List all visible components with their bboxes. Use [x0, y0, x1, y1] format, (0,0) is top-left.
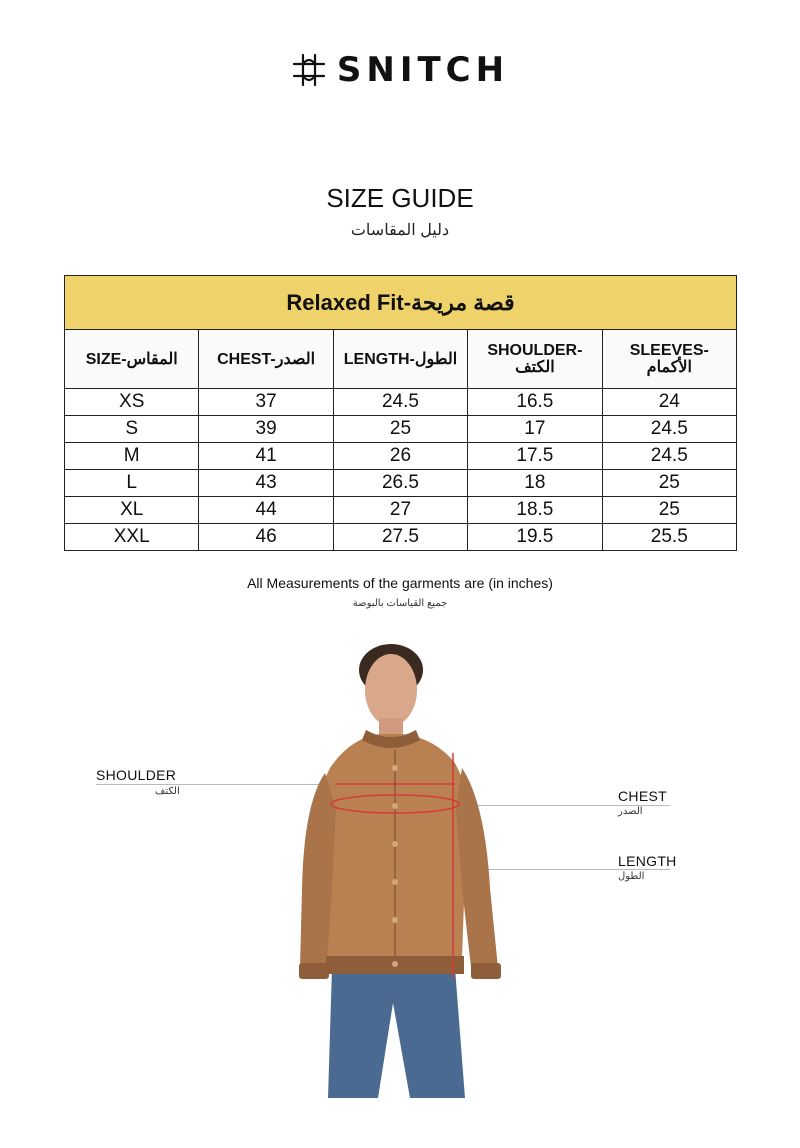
right-cuff — [471, 963, 501, 979]
shoulder-callout-label: SHOULDER — [96, 767, 177, 783]
chest-cell: 44 — [199, 497, 333, 524]
fit-label: Relaxed Fit-قصة مريحة — [65, 276, 737, 330]
page-subtitle-arabic: دليل المقاسات — [350, 222, 450, 239]
sleeves-cell: 24 — [602, 389, 736, 416]
size-cell: XS — [65, 389, 199, 416]
sleeves-cell: 24.5 — [602, 443, 736, 470]
shoulder-cell: 16.5 — [468, 389, 602, 416]
sleeves-cell: 25 — [602, 497, 736, 524]
size-cell: S — [65, 416, 199, 443]
table-row — [65, 470, 737, 497]
length-cell: 27.5 — [333, 524, 467, 551]
table-row — [65, 443, 737, 470]
hash-grid-logo-icon — [291, 52, 327, 88]
size-cell: XXL — [65, 524, 199, 551]
size-cell: XL — [65, 497, 199, 524]
shoulder-cell: 18.5 — [468, 497, 602, 524]
table-row — [65, 497, 737, 524]
length-callout-label: LENGTH — [618, 853, 677, 869]
page-title: SIZE GUIDE — [326, 183, 474, 213]
column-header-row — [65, 330, 737, 389]
measurement-note: All Measurements of the garments are (in inches) — [247, 575, 553, 591]
shoulder-cell: 18 — [468, 470, 602, 497]
size-table — [64, 275, 737, 551]
table-row — [65, 524, 737, 551]
chest-cell: 39 — [199, 416, 333, 443]
head — [365, 654, 417, 726]
length-cell: 25 — [333, 416, 467, 443]
size-table-container — [64, 275, 737, 551]
column-header-length: LENGTH-الطول — [333, 330, 467, 389]
chest-callout-arabic: الصدر — [618, 806, 643, 817]
fit-header-row — [65, 276, 737, 330]
column-header-chest: CHEST-الصدر — [199, 330, 333, 389]
length-cell: 26.5 — [333, 470, 467, 497]
left-cuff — [299, 963, 329, 979]
shoulder-callout-arabic: الكتف — [155, 786, 180, 797]
table-row — [65, 389, 737, 416]
model-figure-illustration — [290, 638, 520, 1108]
chest-cell: 46 — [199, 524, 333, 551]
size-cell: L — [65, 470, 199, 497]
table-row — [65, 416, 737, 443]
chest-callout-label: CHEST — [618, 788, 667, 804]
size-cell: M — [65, 443, 199, 470]
chest-cell: 37 — [199, 389, 333, 416]
sleeves-cell: 25.5 — [602, 524, 736, 551]
shoulder-cell: 19.5 — [468, 524, 602, 551]
shoulder-cell: 17.5 — [468, 443, 602, 470]
length-cell: 24.5 — [333, 389, 467, 416]
shoulder-cell: 17 — [468, 416, 602, 443]
chest-cell: 41 — [199, 443, 333, 470]
column-header-size: SIZE-المقاس — [65, 330, 199, 389]
chest-cell: 43 — [199, 470, 333, 497]
length-callout-arabic: الطول — [618, 871, 645, 882]
jeans — [328, 968, 465, 1098]
column-header-shoulder: SHOULDER- الكتف — [468, 330, 602, 389]
brand-logo — [0, 50, 800, 90]
brand-name: SNITCH — [336, 50, 510, 90]
sleeves-cell: 25 — [602, 470, 736, 497]
sleeves-cell: 24.5 — [602, 416, 736, 443]
column-header-sleeves: SLEEVES- الأكمام — [602, 330, 736, 389]
length-cell: 27 — [333, 497, 467, 524]
length-cell: 26 — [333, 443, 467, 470]
measurement-note-arabic: جميع القياسات بالبوصة — [352, 598, 448, 609]
